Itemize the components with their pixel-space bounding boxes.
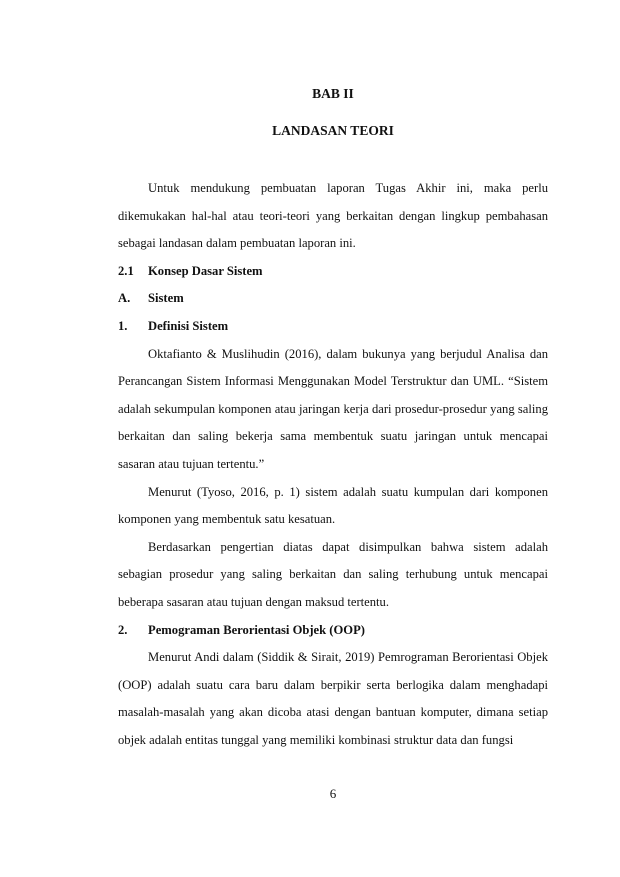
subsection-heading-a xyxy=(118,285,548,313)
section-heading-2-1 xyxy=(118,258,548,286)
paragraph-conclusion: Berdasarkan pengertian diatas dapat disimpulkan bahwa sistem adalah sebagian prosedur yang saling berkaitan dan saling terhubung untuk mencapai beberapa sasaran atau tujuan dengan maksud tertentu. xyxy=(118,539,548,609)
subsection-number: A. xyxy=(118,291,131,306)
item-number: 2. xyxy=(118,622,128,637)
item-heading-1 xyxy=(118,313,548,341)
intro-paragraph: Untuk mendukung pembuatan laporan Tugas Akhir ini, maka perlu dikemukakan hal-hal atau teori-teori yang berkaitan dengan lingkup pembahasan sebagai landasan dalam pembuatan laporan ini. xyxy=(118,181,548,251)
document-body xyxy=(118,175,548,754)
paragraph-oop: Menurut Andi dalam (Siddik & Sirait, 2019) Pemrograman Berorientasi Objek (OOP) adalah suatu cara baru dalam berpikir serta berlogika dalam menghadapi masalah-masalah yang akan dicoba atasi dengan bantuan komputer, dimana setiap objek adalah entitas tunggal yang memiliki kombinasi struktur data dan fungsi xyxy=(118,650,548,747)
section-number: 2.1 xyxy=(118,263,134,278)
item-title: Definisi Sistem xyxy=(148,318,229,333)
page-number: 6 xyxy=(329,786,337,801)
paragraph-definition-tyoso: Menurut (Tyoso, 2016, p. 1) sistem adalah suatu kumpulan dari komponen komponen yang membentuk satu kesatuan. xyxy=(118,484,548,527)
section-title: Konsep Dasar Sistem xyxy=(148,263,263,278)
item-heading-2 xyxy=(118,617,548,645)
item-title: Pemograman Berorientasi Objek (OOP) xyxy=(148,622,365,637)
item-number: 1. xyxy=(118,318,128,333)
subsection-title: Sistem xyxy=(148,291,184,306)
paragraph-definition-oktafianto: Oktafianto & Muslihudin (2016), dalam bukunya yang berjudul Analisa dan Perancangan Sistem Informasi Menggunakan Model Terstruktur dan UML. “Sistem adalah sekumpulan komponen atau jaringan kerja dari prosedur-prosedur yang saling berkaitan dan saling bekerja sama membentuk suatu jaringan untuk mencapai sasaran atau tujuan tertentu.” xyxy=(118,346,548,471)
chapter-number: BAB II xyxy=(312,86,354,101)
chapter-title: LANDASAN TEORI xyxy=(272,123,394,138)
